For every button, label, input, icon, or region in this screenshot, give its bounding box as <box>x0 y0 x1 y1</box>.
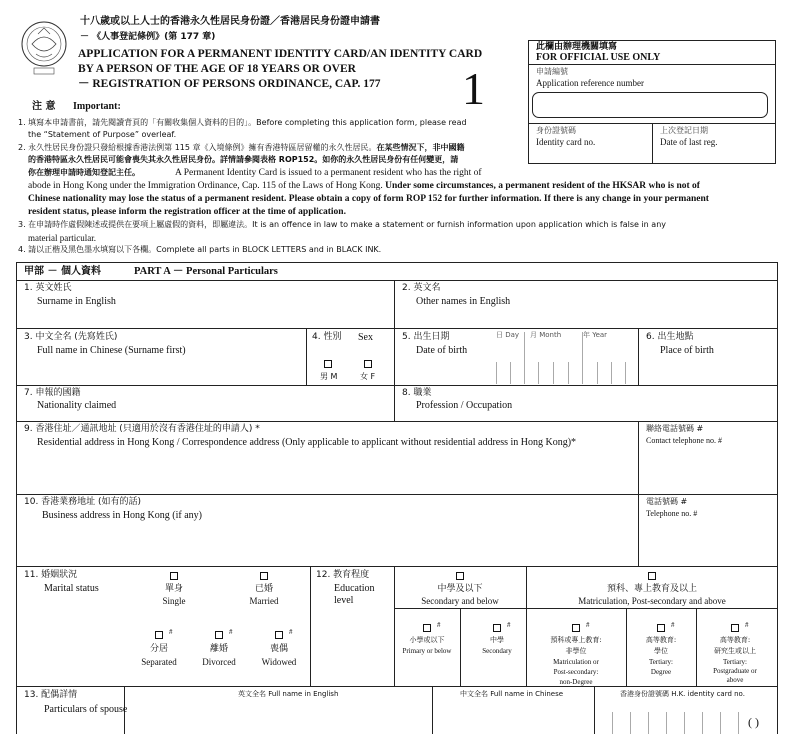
note-2-english-line-3: Chinese nationality may lose the status of a permanent resident. Please obtain a copy of form ROP 152 for further information. If there is any change in your permanent <box>28 194 709 204</box>
contact-phone-label-chinese: 聯絡電話號碼 # <box>646 424 704 433</box>
primary-checkbox[interactable] <box>423 624 431 632</box>
secondary-label: Secondary <box>482 647 512 655</box>
degree-checkbox[interactable] <box>657 624 665 632</box>
note-2-english-line-2: abode in Hong Kong under the Immigration Ordinance, Cap. 115 of the Laws of Hong Kong. Under some circumstances, a permanent resident of the HKSAR who is not of <box>28 181 700 191</box>
non-degree-label-2: Post-secondary: <box>553 668 599 676</box>
note-3-line-1: 3. 在申請時作虛假陳述或提供在要項上屬虛假的資料，即屬違法。It is an offence in law to make a statement or furnish information upon application which is false in any <box>18 220 667 229</box>
postgraduate-checkbox[interactable] <box>731 624 739 632</box>
note-2-chinese-line-3: 你在辦理申請時通知登記主任。 <box>28 168 140 177</box>
business-address-label-chinese: 10. 香港業務地址 (如有的話) <box>24 497 142 507</box>
month-label: 月 Month <box>530 331 562 339</box>
note-2-english-line-4: resident status, please inform the registration officer at the time of application. <box>28 207 346 217</box>
divorced-checkbox[interactable] <box>215 631 223 639</box>
last-reg-label-chinese: 上次登記日期 <box>660 126 708 135</box>
post-secondary-label: Matriculation, Post-secondary and above <box>578 596 726 606</box>
form-title-english-1: APPLICATION FOR A PERMANENT IDENTITY CARD/AN IDENTITY CARD <box>78 48 483 60</box>
primary-label-chinese: 小學或以下 <box>409 636 445 644</box>
spouse-label: Particulars of spouse <box>44 704 128 715</box>
residential-address-label-chinese: 9. 香港住址／通訊地址 (只適用於沒有香港住址的申請人) * <box>24 424 260 434</box>
single-label: Single <box>162 596 186 606</box>
hksar-emblem <box>18 14 70 80</box>
spouse-chinese-name-field[interactable] <box>433 700 593 734</box>
note-3-line-2: material particular. <box>28 233 96 243</box>
form-title-english-3: － REGISTRATION OF PERSONS ORDINANCE, CAP. 177 <box>78 78 381 90</box>
male-checkbox[interactable] <box>324 360 332 368</box>
residential-address-field[interactable] <box>17 422 637 493</box>
postgraduate-label-1: Tertiary: <box>723 658 747 666</box>
education-label-2: level <box>334 595 354 606</box>
divorced-label: Divorced <box>202 657 236 667</box>
birthplace-label-chinese: 6. 出生地點 <box>646 332 694 342</box>
surname-label: Surname in English <box>37 296 116 307</box>
chinese-name-label-chinese: 3. 中文全名 (先寫姓氏) <box>24 332 118 342</box>
postgraduate-label-chinese-2: 研究生或以上 <box>714 647 756 655</box>
spouse-chinese-name-label: 中文全名 Full name in Chinese <box>460 690 564 698</box>
official-use-heading-english: FOR OFFICIAL USE ONLY <box>536 52 661 63</box>
hash-mark: # <box>671 621 675 629</box>
sex-label: Sex <box>358 332 373 343</box>
ordinance-chinese: － 《人事登記條例》(第 177 章) <box>80 32 216 42</box>
nationality-field[interactable] <box>17 386 393 420</box>
hash-mark: # <box>169 628 173 636</box>
nationality-label-chinese: 7. 申報的國籍 <box>24 388 81 398</box>
degree-label-2: Degree <box>650 668 672 676</box>
form-title-english-2: BY A PERSON OF THE AGE OF 18 YEARS OR OVER <box>78 63 356 75</box>
secondary-label-chinese: 中學 <box>490 636 504 644</box>
app-ref-label-chinese: 申請編號 <box>536 67 568 76</box>
separated-label-chinese: 分居 <box>149 644 169 654</box>
separated-label: Separated <box>141 657 177 667</box>
birthplace-label: Place of birth <box>660 345 714 356</box>
part-a-heading-chinese: 甲部 － 個人資料 <box>24 266 101 277</box>
secondary-and-below-label: Secondary and below <box>421 596 499 606</box>
spouse-english-name-field[interactable] <box>125 700 431 734</box>
form-title-chinese: 十八歲或以上人士的香港永久性居民身份證／香港居民身份證申請書 <box>80 16 380 27</box>
postgraduate-label-2: Postgraduate or <box>713 667 757 675</box>
marital-status-label-chinese: 11. 婚姻狀況 <box>24 570 78 580</box>
last-reg-label: Date of last reg. <box>660 137 718 147</box>
business-phone-field[interactable] <box>639 495 777 565</box>
single-label-chinese: 單身 <box>164 584 184 594</box>
chinese-name-label: Full name in Chinese (Surname first) <box>37 345 186 356</box>
other-names-label: Other names in English <box>416 296 511 307</box>
residential-address-label: Residential address in Hong Kong / Correspondence address (Only applicable to applicant without residential address in Hong Kong)* <box>37 437 577 448</box>
spouse-label-chinese: 13. 配偶詳情 <box>24 690 78 700</box>
post-secondary-label-chinese: 預科、專上教育及以上 <box>606 584 698 594</box>
non-degree-checkbox[interactable] <box>572 624 580 632</box>
id-no-label: Identity card no. <box>536 137 596 147</box>
other-names-field[interactable] <box>395 281 777 327</box>
chinese-name-field[interactable] <box>17 329 305 384</box>
degree-label-1: Tertiary: <box>649 658 673 666</box>
separated-checkbox[interactable] <box>155 631 163 639</box>
postgraduate-label-3: above <box>726 676 744 684</box>
occupation-label: Profession / Occupation <box>416 400 513 411</box>
surname-label-chinese: 1. 英文姓氏 <box>24 283 72 293</box>
occupation-label-chinese: 8. 職業 <box>402 388 432 398</box>
official-use-heading-chinese: 此欄由辦理機關填寫 <box>536 42 618 52</box>
other-names-label-chinese: 2. 英文名 <box>402 283 441 293</box>
contact-phone-field[interactable] <box>639 422 777 493</box>
business-address-label: Business address in Hong Kong (if any) <box>42 510 202 521</box>
primary-label: Primary or below <box>402 647 452 655</box>
divorced-label-chinese: 離婚 <box>209 644 229 654</box>
note-1-line-2: the “Statement of Purpose” overleaf. <box>28 130 177 139</box>
non-degree-label-chinese-1: 預科或專上教育: <box>550 636 602 644</box>
education-label-chinese: 12. 教育程度 <box>316 570 370 580</box>
female-label: 女 F <box>360 372 376 381</box>
hash-mark: # <box>437 621 441 629</box>
hash-mark: # <box>289 628 293 636</box>
non-degree-label-3: non-Degree <box>559 678 593 686</box>
degree-label-chinese-2: 學位 <box>654 647 668 655</box>
married-checkbox[interactable] <box>260 572 268 580</box>
day-label: 日 Day <box>496 331 520 339</box>
id-no-label-chinese: 身份證號碼 <box>536 126 576 135</box>
app-ref-field[interactable] <box>532 92 768 118</box>
business-phone-label: Telephone no. # <box>646 509 698 518</box>
spouse-id-label: 香港身份證號碼 H.K. identity card no. <box>620 690 745 698</box>
dob-field[interactable] <box>496 345 637 384</box>
surname-field[interactable] <box>17 281 393 327</box>
male-label: 男 M <box>320 372 338 381</box>
hash-mark: # <box>586 621 590 629</box>
widowed-label-chinese: 喪偶 <box>269 644 289 654</box>
note-2-english-line-1: A Permanent Identity Card is issued to a permanent resident who has the right of <box>175 168 482 178</box>
important-label-chinese: 注 意 <box>32 101 56 112</box>
contact-phone-label: Contact telephone no. # <box>646 436 722 445</box>
postgraduate-label-chinese-1: 高等教育: <box>719 636 751 644</box>
dob-label: Date of birth <box>416 345 468 356</box>
hash-mark: # <box>229 628 233 636</box>
secondary-and-below-checkbox[interactable] <box>456 572 464 580</box>
hash-mark: # <box>507 621 511 629</box>
business-address-field[interactable] <box>17 495 637 565</box>
page-number: 1 <box>462 63 485 114</box>
id-check-digit-parens: ( ) <box>748 715 759 729</box>
married-label-chinese: 已婚 <box>254 584 274 594</box>
occupation-field[interactable] <box>395 386 777 420</box>
birthplace-field[interactable] <box>639 329 777 384</box>
married-label: Married <box>249 596 279 606</box>
note-2-chinese-line-1: 2. 永久性居民身份證只發給根據香港法例第 115 章《入境條例》擁有香港特區居留權的永久性居民。在某些情況下，非中國籍 <box>18 143 465 152</box>
non-degree-label-1: Matriculation or <box>553 658 599 666</box>
note-4: 4. 請以正楷及黑色墨水填寫以下各欄。Complete all parts in BLOCK LETTERS and in BLACK INK. <box>18 245 382 254</box>
nationality-label: Nationality claimed <box>37 400 117 411</box>
app-ref-label: Application reference number <box>536 78 644 88</box>
dob-label-chinese: 5. 出生日期 <box>402 332 450 342</box>
widowed-label: Widowed <box>261 657 297 667</box>
important-label: Important: <box>73 101 121 112</box>
note-1-line-1: 1. 填寫本申請書前，請先閱讀背頁的「有關收集個人資料的目的」。Before completing this application form, please read <box>18 118 467 127</box>
female-checkbox[interactable] <box>364 360 372 368</box>
degree-label-chinese-1: 高等教育: <box>645 636 677 644</box>
education-label-1: Education <box>334 583 375 594</box>
single-checkbox[interactable] <box>170 572 178 580</box>
hash-mark: # <box>745 621 749 629</box>
secondary-checkbox[interactable] <box>493 624 501 632</box>
business-phone-label-chinese: 電話號碼 # <box>646 497 688 506</box>
sex-label-chinese: 4. 性別 <box>312 332 342 342</box>
part-a-heading: PART A － Personal Particulars <box>134 266 278 277</box>
post-secondary-checkbox[interactable] <box>648 572 656 580</box>
non-degree-label-chinese-2: 非學位 <box>565 647 587 655</box>
widowed-checkbox[interactable] <box>275 631 283 639</box>
secondary-and-below-label-chinese: 中學及以下 <box>437 584 483 594</box>
year-label: 年 Year <box>583 331 608 339</box>
spouse-english-name-label: 英文全名 Full name in English <box>238 690 339 698</box>
spouse-id-field[interactable] <box>595 700 777 734</box>
note-2-chinese-line-2: 的香港特區永久性居民可能會喪失其永久性居民身份。詳情請參閱表格 ROP152。如你的永久性居民身份有任何變更，請 <box>28 155 459 164</box>
marital-status-label: Marital status <box>44 583 99 594</box>
